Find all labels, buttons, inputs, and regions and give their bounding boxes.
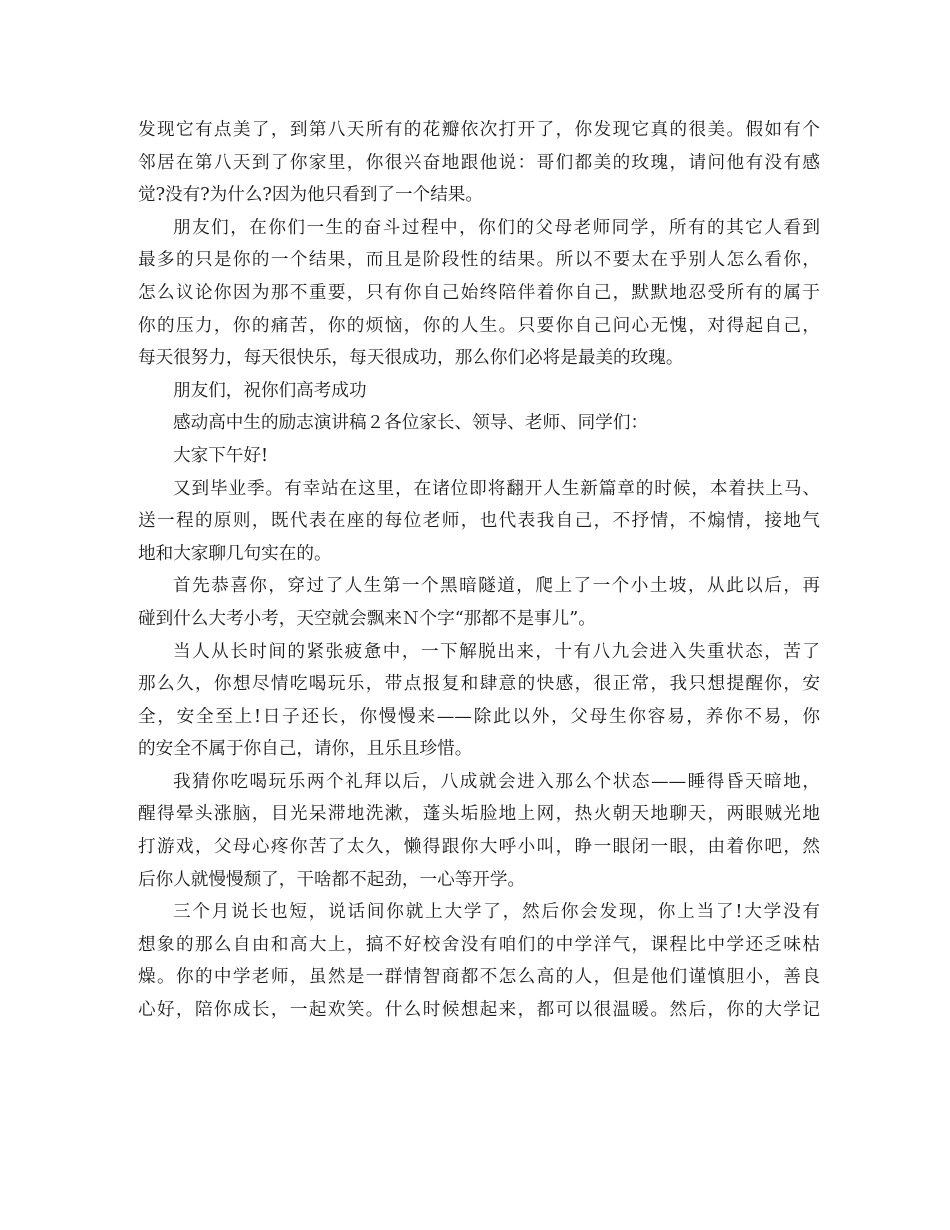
text-line: 首先恭喜你，穿过了人生第一个黑暗隧道，爬上了一个小土坡，从此以后，再 (173, 576, 820, 597)
text-line: 又到毕业季。有幸站在这里，在诸位即将翻开人生新篇章的时候，本着扶上马、 (173, 478, 820, 499)
text-line: 你的压力，你的痛苦，你的烦恼，你的人生。只要你自己问心无愧，对得起自己， (138, 315, 820, 336)
text-line: 最多的只是你的一个结果，而且是阶段性的结果。所以不要太在乎别人怎么看你， (138, 250, 820, 271)
text-line: 地和大家聊几句实在的。 (138, 543, 332, 564)
text-line: 三个月说长也短，说话间你就上大学了，然后你会发现，你上当了!大学没有 (173, 902, 820, 923)
text-line: 每天很努力，每天很快乐，每天很成功，那么你们必将是最美的玫瑰。 (138, 348, 684, 369)
text-line: 怎么议论你因为那不重要，只有你自己始终陪伴着你自己，默默地忍受所有的属于 (138, 282, 820, 303)
text-line: 朋友们，在你们一生的奋斗过程中，你们的父母老师同学，所有的其它人看到 (173, 217, 820, 238)
text-line: 送一程的原则，既代表在座的每位老师，也代表我自己，不抒情，不煽情，接地气 (138, 511, 820, 532)
text-line: 碰到什么大考小考，天空就会飘来Ｎ个字“那都不是事儿”。 (138, 608, 596, 629)
text-line: 的安全不属于你自己，请你，且乐且珍惜。 (138, 739, 473, 760)
text-line: 觉?没有?为什么?因为他只看到了一个结果。 (138, 185, 483, 206)
text-line: 朋友们，祝你们高考成功 (173, 380, 367, 401)
text-line: 心好，陪你成长，一起欢笑。什么时候想起来，都可以很温暖。然后，你的大学记 (138, 1000, 820, 1021)
text-line: 邻居在第八天到了你家里，你很兴奋地跟他说：哥们都美的玫瑰，请问他有没有感 (138, 152, 820, 173)
text-line: 我猜你吃喝玩乐两个礼拜以后，八成就会进入那么个状态——睡得昏天暗地， (173, 771, 820, 792)
text-line: 打游戏，父母心疼你苦了太久，懒得跟你大呼小叫，睁一眼闭一眼，由着你吧，然 (138, 837, 820, 858)
text-line: 燥。你的中学老师，虽然是一群情智商都不怎么高的人，但是他们谨慎胆小，善良 (138, 967, 820, 988)
text-line: 感动高中生的励志演讲稿２各位家长、领导、老师、同学们： (173, 413, 649, 434)
document-body (138, 114, 820, 1027)
text-line: 全，安全至上!日子还长，你慢慢来——除此以外，父母生你容易，养你不易，你 (138, 706, 820, 727)
text-line: 大家下午好! (173, 445, 269, 466)
text-line: 当人从长时间的紧张疲惫中，一下解脱出来，十有八九会进入失重状态，苦了 (173, 641, 820, 662)
text-line: 那么久，你想尽情吃喝玩乐，带点报复和肆意的快感，很正常，我只想提醒你，安 (138, 674, 820, 695)
text-line: 后你人就慢慢颓了，干啥都不起劲，一心等开学。 (138, 869, 526, 890)
text-line: 发现它有点美了，到第八天所有的花瓣依次打开了，你发现它真的很美。假如有个 (138, 120, 820, 140)
text-line: 醒得晕头涨脑，目光呆滞地洗漱，蓬头垢脸地上网，热火朝天地聊天，两眼贼光地 (138, 804, 820, 825)
text-line: 想象的那么自由和高大上，搞不好校舍没有咱们的中学洋气，课程比中学还乏味枯 (138, 934, 820, 955)
